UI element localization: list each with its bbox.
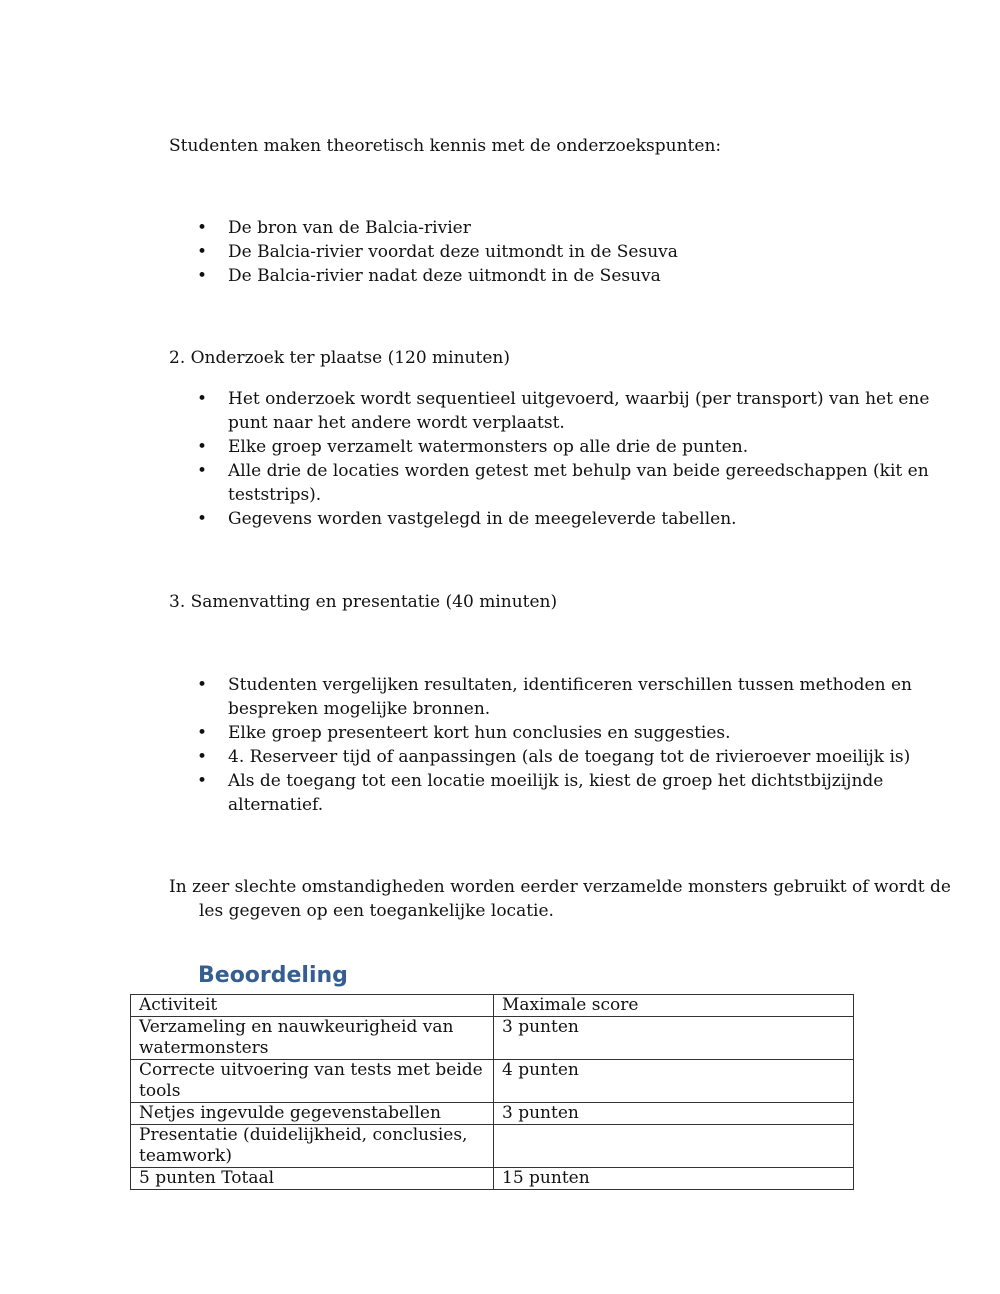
list-item: • De Balcia-rivier voordat deze uitmondt in de Sesuva xyxy=(169,240,959,264)
score-cell: 4 punten xyxy=(494,1060,854,1103)
list-item: • Studenten vergelijken resultaten, identificeren verschillen tussen methoden en bespreken mogelijke bronnen. xyxy=(169,673,969,721)
table-total-row xyxy=(131,1168,854,1190)
activity-cell: 5 punten Totaal xyxy=(131,1168,494,1190)
section-3-title: 3. Samenvatting en presentatie (40 minuten) xyxy=(169,592,558,612)
note-paragraph: In zeer slechte omstandigheden worden eerder verzamelde monsters gebruikt of wordt de les gegeven op een toegankelijke locatie. xyxy=(169,877,951,921)
list-item: • Elke groep verzamelt watermonsters op alle drie de punten. xyxy=(169,435,949,459)
table-header-cell: Maximale score xyxy=(494,995,854,1017)
score-cell: 15 punten xyxy=(494,1168,854,1190)
list-item: • Gegevens worden vastgelegd in de meegeleverde tabellen. xyxy=(169,507,949,531)
list-item: • Als de toegang tot een locatie moeilijk is, kiest de groep het dichtstbijzijnde alternatief. xyxy=(169,769,969,817)
research-points-list xyxy=(169,216,959,288)
table-row xyxy=(131,1125,854,1168)
activity-cell: Verzameling en nauwkeurigheid van watermonsters xyxy=(131,1017,494,1060)
score-cell xyxy=(494,1125,854,1168)
activity-cell: Correcte uitvoering van tests met beide tools xyxy=(131,1060,494,1103)
assessment-heading: Beoordeling xyxy=(198,963,348,988)
activity-cell: Presentatie (duidelijkheid, conclusies, teamwork) xyxy=(131,1125,494,1168)
table-row xyxy=(131,1017,854,1060)
table-row xyxy=(131,1103,854,1125)
section-2-list xyxy=(169,387,949,531)
assessment-table xyxy=(130,994,854,1190)
activity-cell: Netjes ingevulde gegevenstabellen xyxy=(131,1103,494,1125)
list-item: • Het onderzoek wordt sequentieel uitgevoerd, waarbij (per transport) van het ene punt naar het andere wordt verplaatst. xyxy=(169,387,949,435)
score-cell: 3 punten xyxy=(494,1017,854,1060)
list-item: • 4. Reserveer tijd of aanpassingen (als de toegang tot de rivieroever moeilijk is) xyxy=(169,745,969,769)
section-3-list xyxy=(169,673,969,817)
table-header-cell: Activiteit xyxy=(131,995,494,1017)
list-item: • Elke groep presenteert kort hun conclusies en suggesties. xyxy=(169,721,969,745)
table-row xyxy=(131,1060,854,1103)
intro-paragraph: Studenten maken theoretisch kennis met de onderzoekspunten: xyxy=(169,136,722,156)
list-item: • De bron van de Balcia-rivier xyxy=(169,216,959,240)
list-item: • De Balcia-rivier nadat deze uitmondt in de Sesuva xyxy=(169,264,959,288)
section-2-title: 2. Onderzoek ter plaatse (120 minuten) xyxy=(169,348,510,368)
table-header-row xyxy=(131,995,854,1017)
score-cell: 3 punten xyxy=(494,1103,854,1125)
list-item: • Alle drie de locaties worden getest met behulp van beide gereedschappen (kit en teststrips). xyxy=(169,459,949,507)
